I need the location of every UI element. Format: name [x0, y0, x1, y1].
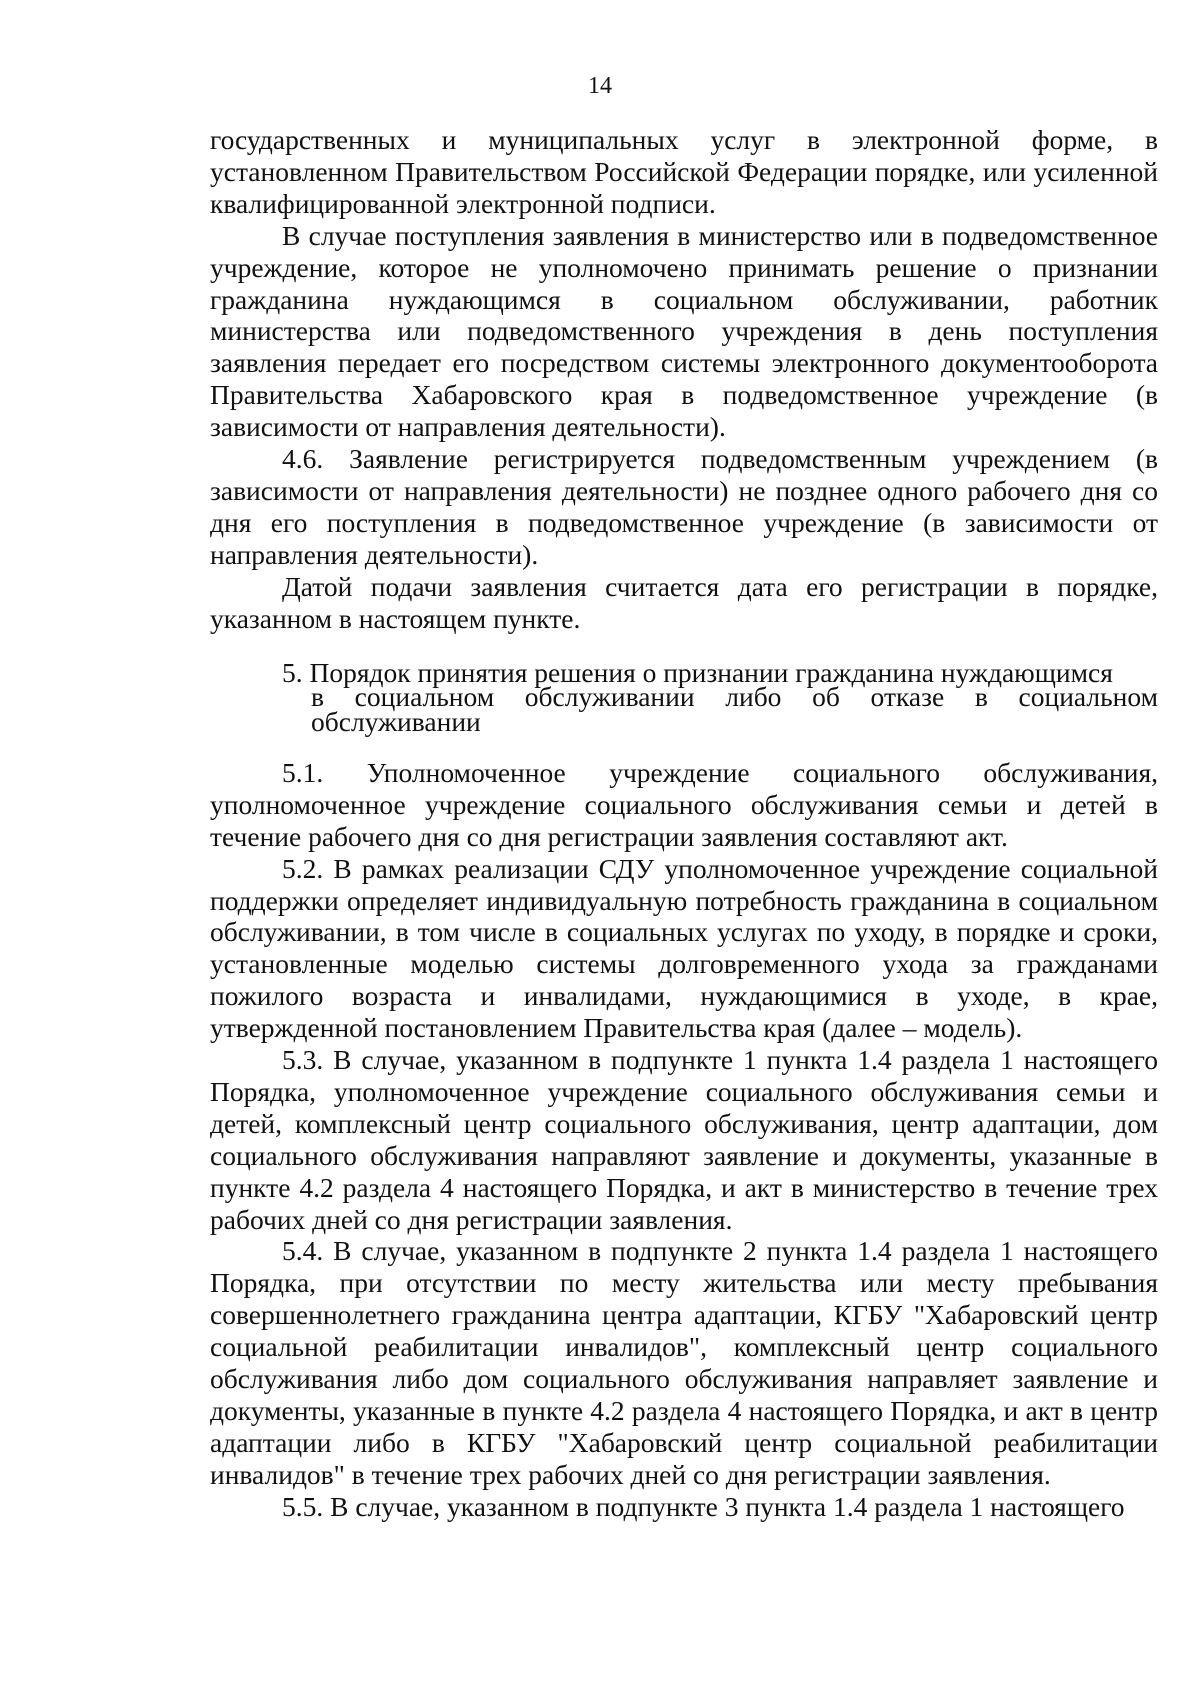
paragraph-continuation: государственных и муниципальных услуг в электронной форме, в установленном Правительством Российской Федерации порядке, или усиленной квалифицированной электронной подписи. [210, 124, 1158, 219]
paragraph-4-6-registration: 4.6. Заявление регистрируется подведомственным учреждением (в зависимости от направления деятельности) не позднее одного рабочего дня со дня его поступления в подведомственное учреждение (в зависимости от направления деятельности). [210, 443, 1158, 570]
paragraph-5-4: 5.4. В случае, указанном в подпункте 2 пункта 1.4 раздела 1 настоящего Порядка, при отсутствии по месту жительства или месту пребывания совершеннолетнего гражданина центра адаптации, КГБУ "Хабаровский центр социальной реабилитации инвалидов", комплексный центр социального обслуживания либо дом социального обслуживания направляет заявление и документы, указанные в пункте 4.2 раздела 4 настоящего Порядка, и акт в центр адаптации либо в КГБУ "Хабаровский центр социальной реабилитации инвалидов" в течение трех рабочих дней со дня регистрации заявления. [210, 1235, 1158, 1490]
paragraph-submission-date: Датой подачи заявления считается дата его регистрации в порядке, указанном в настоящем пункте. [210, 570, 1158, 634]
paragraph-misrouted-application: В случае поступления заявления в министерство или в подведомственное учреждение, которое не уполномочено принимать решение о признании гражданина нуждающимся в социальном обслуживании, работник министерства или подведомственного учреждения в день поступления заявления передает его посредством системы электронного документооборота Правительства Хабаровского края в подведомственное учреждение (в зависимости от направления деятельности). [210, 219, 1158, 443]
section-5-heading [210, 656, 1158, 738]
document-body [210, 124, 1158, 1523]
paragraph-5-1: 5.1. Уполномоченное учреждение социального обслуживания, уполномоченное учреждение социального обслуживания семьи и детей в течение рабочего дня со дня регистрации заявления составляют акт. [210, 756, 1158, 852]
paragraph-5-3: 5.3. В случае, указанном в подпункте 1 пункта 1.4 раздела 1 настоящего Порядка, уполномоченное учреждение социального обслуживания семьи и детей, комплексный центр социального обслуживания, центр адаптации, дом социального обслуживания направляют заявление и документы, указанные в пункте 4.2 раздела 4 настоящего Порядка, и акт в министерство в течение трех рабочих дней со дня регистрации заявления. [210, 1044, 1158, 1235]
paragraph-5-5: 5.5. В случае, указанном в подпункте 3 пункта 1.4 раздела 1 настоящего [282, 1490, 1125, 1522]
section-number: 5. [282, 656, 303, 688]
section-title-line1: Порядок принятия решения о признании гражданина нуждающимся [309, 656, 1113, 688]
paragraph-5-2: 5.2. В рамках реализации СДУ уполномоченное учреждение социальной поддержки определяет индивидуальную потребность гражданина в социальном обслуживании, в том числе в социальных услугах по уходу, в порядке и сроки, установленные моделью системы долговременного ухода за гражданами пожилого возраста и инвалидами, нуждающимися в уходе, в крае, утвержденной постановлением Правительства края (далее – модель). [210, 852, 1158, 1044]
section-title-rest: в социальном обслуживании либо об отказе в социальном обслуживании [311, 681, 1158, 738]
page-number: 14 [588, 73, 612, 99]
